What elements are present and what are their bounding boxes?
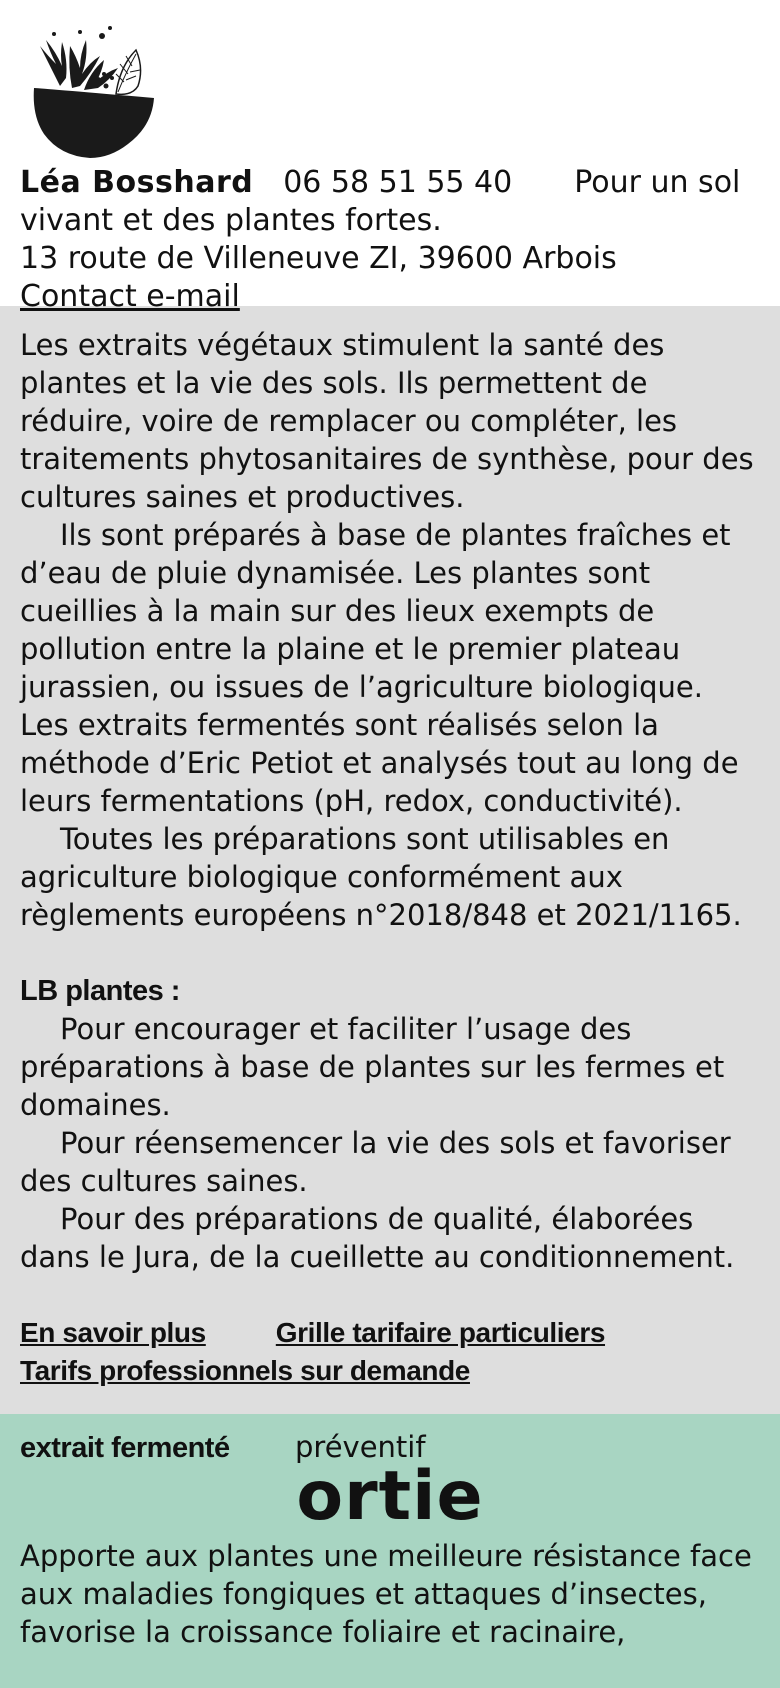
contact-email-link[interactable]: Contact e-mail <box>20 279 240 314</box>
lb-plantes-heading: LB plantes : <box>20 975 180 1007</box>
pro-prices-link[interactable]: Tarifs professionnels sur demande <box>20 1355 470 1386</box>
phone-number[interactable]: 06 58 51 55 40 <box>283 165 513 200</box>
product-usage: préventif <box>295 1430 426 1464</box>
links-block <box>20 1314 760 1390</box>
price-grid-link[interactable]: Grille tarifaire particuliers <box>275 1317 606 1348</box>
product-card-ortie <box>0 1414 780 1688</box>
intro-section <box>0 306 780 1414</box>
site-header <box>0 0 780 314</box>
lb-point-3: Pour des préparations de qualité, élaborées dans le Jura, de la cueillette au conditionnement. <box>20 1202 735 1274</box>
owner-name: Léa Bosshard <box>20 165 254 200</box>
intro-paragraph-2: Ils sont préparés à base de plantes fraîches et d’eau de pluie dynamisée. Les plantes sont cueillies à la main sur des lieux exempts de pollution entre la plaine et le premier plateau jurassien, ou issues de l’agriculture biologique. Les extraits fermentés sont réalisés selon la méthode d’Eric Petiot et analysés tout au long de leurs fermentations (pH, redox, conductivité). <box>20 518 739 818</box>
leaves-bowl-logo <box>20 16 160 160</box>
more-info-link[interactable]: En savoir plus <box>20 1317 206 1348</box>
intro-paragraph-1: Les extraits végétaux stimulent la santé des plantes et la vie des sols. Ils permettent de réduire, voire de remplacer ou compléter, les traitements phytosanitaires de synthèse, pour des cultures saines et productives. <box>20 328 754 514</box>
product-type: extrait fermenté <box>20 1432 230 1464</box>
address: 13 route de Villeneuve ZI, 39600 Arbois <box>20 241 617 276</box>
lb-point-2: Pour réensemencer la vie des sols et favoriser des cultures saines. <box>20 1126 731 1198</box>
lb-point-1: Pour encourager et faciliter l’usage des préparations à base de plantes sur les fermes et domaines. <box>20 1012 725 1122</box>
product-description: Apporte aux plantes une meilleure résistance face aux maladies fongiques et attaques d’insectes, favorise la croissance foliaire et racinaire, <box>20 1539 752 1649</box>
tagline: Pour un sol vivant et des plantes fortes. <box>20 165 741 238</box>
contact-line <box>20 164 760 240</box>
product-name: ortie <box>296 1457 484 1536</box>
intro-paragraph-3: Toutes les préparations sont utilisables en agriculture biologique conformément aux règlements européens n°2018/848 et 2021/1165. <box>20 822 742 932</box>
